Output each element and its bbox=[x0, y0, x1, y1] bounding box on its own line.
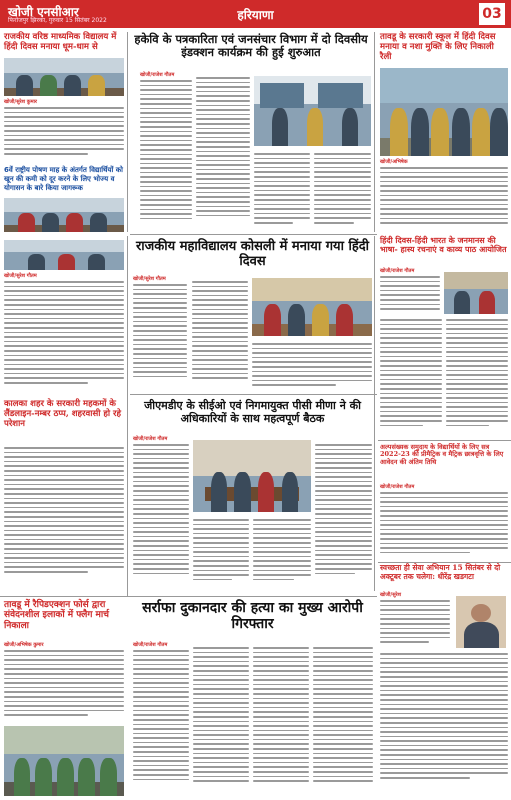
byline-a9: खोजी/अभिषेक कुमार bbox=[4, 642, 44, 648]
headline-a3: तावडू के सरकारी स्कूल में हिंदी दिवस मनाया व नशा मुक्ति के लिए निकाली रैली bbox=[380, 32, 496, 62]
byline-a4: खोजी/सुरेश गौतम bbox=[133, 276, 166, 282]
headline-a5: हिंदी दिवस-हिंदी भारत के जनमानस की भाषा- हास्य रचनाएं व काव्य पाठ आयोजित bbox=[380, 235, 507, 255]
byline-a10: खोजी/सुरेश bbox=[380, 592, 402, 598]
headline-a10: स्वच्छता ही सेवा अभियान 15 सितंबर से दो अक्टूबर तक चलेगा: धीरेंद्र खडगटा bbox=[380, 563, 501, 581]
photo-rally bbox=[380, 68, 508, 156]
body-a2-col4 bbox=[314, 150, 371, 232]
newspaper-brand: खोजी एनसीआर bbox=[8, 5, 79, 19]
body-a4-col1 bbox=[133, 281, 187, 389]
photo-kavya-path bbox=[444, 272, 508, 314]
body-a5-col2 bbox=[380, 316, 442, 436]
body-a7-col3 bbox=[253, 516, 311, 591]
page-number: 03 bbox=[479, 3, 505, 25]
body-a7-col4 bbox=[315, 441, 372, 591]
section-divider bbox=[130, 234, 377, 235]
body-a10-col1 bbox=[380, 597, 450, 647]
body-a2-col2 bbox=[196, 74, 250, 232]
photo-induction-meeting bbox=[254, 76, 371, 146]
byline-a1: खोजी/सुरेश कुमार bbox=[4, 99, 37, 105]
body-a3 bbox=[380, 164, 508, 232]
photo-hindi-diwas-kosli bbox=[252, 278, 372, 336]
body-a4-col3 bbox=[252, 340, 372, 389]
masthead bbox=[0, 0, 511, 28]
subheadline-a1: 6वें राष्ट्रीय पोषण माह के अंतर्गत विद्यार्थियों को खून की कमी को दूर करने के लिए भोज्य व योगासन के बारे किया जागरूक bbox=[4, 166, 123, 193]
column-divider bbox=[374, 32, 375, 232]
byline-a5: खोजी/राजेश गौतम bbox=[380, 268, 415, 274]
body-a11-col4 bbox=[313, 644, 373, 796]
body-a9 bbox=[4, 647, 124, 723]
body-a2-col3 bbox=[254, 150, 310, 232]
issue-date: फिरोजपुर झिरका, गुरुवार 15 सितंबर 2022 bbox=[8, 17, 107, 24]
headline-a1: राजकीय वरिष्ठ माध्यमिक विद्यालय में हिंदी दिवस मनाया धूम-धाम से bbox=[4, 32, 117, 52]
body-a4-col2 bbox=[192, 278, 248, 389]
body-a7-col1 bbox=[133, 441, 189, 591]
headline-a6: कालका शहर के सरकारी महकमों के लैंडलाइन-नम्बर ठप्प, शहरवासी हो रहे परेशान bbox=[4, 399, 122, 429]
body-a11-col1 bbox=[133, 647, 189, 796]
body-a10 bbox=[380, 650, 508, 796]
photo-flag-march bbox=[4, 726, 124, 796]
body-a6 bbox=[4, 444, 124, 584]
headline-a9: तावडू में रैपिडएक्शन फोर्स द्वारा संवेदनशील इलाकों में फ्लैग मार्च निकाला bbox=[4, 600, 109, 631]
body-a11-col2 bbox=[193, 644, 249, 796]
headline-a11: सर्राफा दुकानदार की हत्या का मुख्य आरोपी गिरफ्तार bbox=[142, 600, 363, 633]
section-divider bbox=[378, 440, 511, 441]
body-left-mid bbox=[4, 278, 124, 396]
byline-a11: खोजी/राजेश गौतम bbox=[133, 642, 168, 648]
headline-a8: अल्पसंख्यक समुदाय के विद्यार्थियों के लिए सत्र 2022-23 की प्रीमैट्रिक व मैट्रिक छात्रवृत्ति के लिए आवेदन की अंतिम तिथि bbox=[380, 443, 504, 466]
column-divider bbox=[127, 236, 128, 596]
byline-a3: खोजी/अभिषेक bbox=[380, 159, 408, 165]
byline-a2: खोजी/राजेश गौतम bbox=[140, 72, 175, 78]
photo-left-mid bbox=[4, 240, 124, 270]
headline-a4: राजकीय महाविद्यालय कोसली में मनाया गया हिंदी दिवस bbox=[135, 239, 370, 269]
body-a11-col3 bbox=[253, 644, 309, 796]
byline-a6: खोजी/सुरेश गौतम bbox=[4, 273, 37, 279]
body-a8 bbox=[380, 489, 508, 559]
column-divider bbox=[374, 236, 375, 591]
headline-a7: जीएमडीए के सीईओ एवं निगमायुक्त पीसी मीणा ने की अधिकारियों के साथ महत्वपूर्ण बैठक bbox=[144, 399, 361, 425]
photo-yoga bbox=[4, 198, 124, 232]
column-divider bbox=[127, 32, 128, 232]
photo-gmda-meeting bbox=[193, 440, 311, 512]
body-a7-col2 bbox=[193, 516, 249, 591]
body-a2-col1 bbox=[140, 77, 192, 232]
portrait-official bbox=[456, 596, 506, 648]
section-divider bbox=[130, 394, 377, 395]
body-a1 bbox=[4, 104, 124, 164]
body-a5-col3 bbox=[446, 316, 508, 436]
byline-a7: खोजी/राजेश गौतम bbox=[133, 436, 168, 442]
photo-students bbox=[4, 58, 124, 96]
byline-a8: खोजी/राजेश गौतम bbox=[380, 484, 415, 490]
section-title: हरियाणा bbox=[237, 8, 274, 22]
section-divider bbox=[0, 596, 377, 597]
body-a5-col1 bbox=[380, 273, 440, 311]
headline-a2: हकेवि के पत्रकारिता एवं जनसंचार विभाग में दो दिवसीय इंडक्शन कार्यक्रम की हुई शुरुआत bbox=[134, 32, 368, 60]
